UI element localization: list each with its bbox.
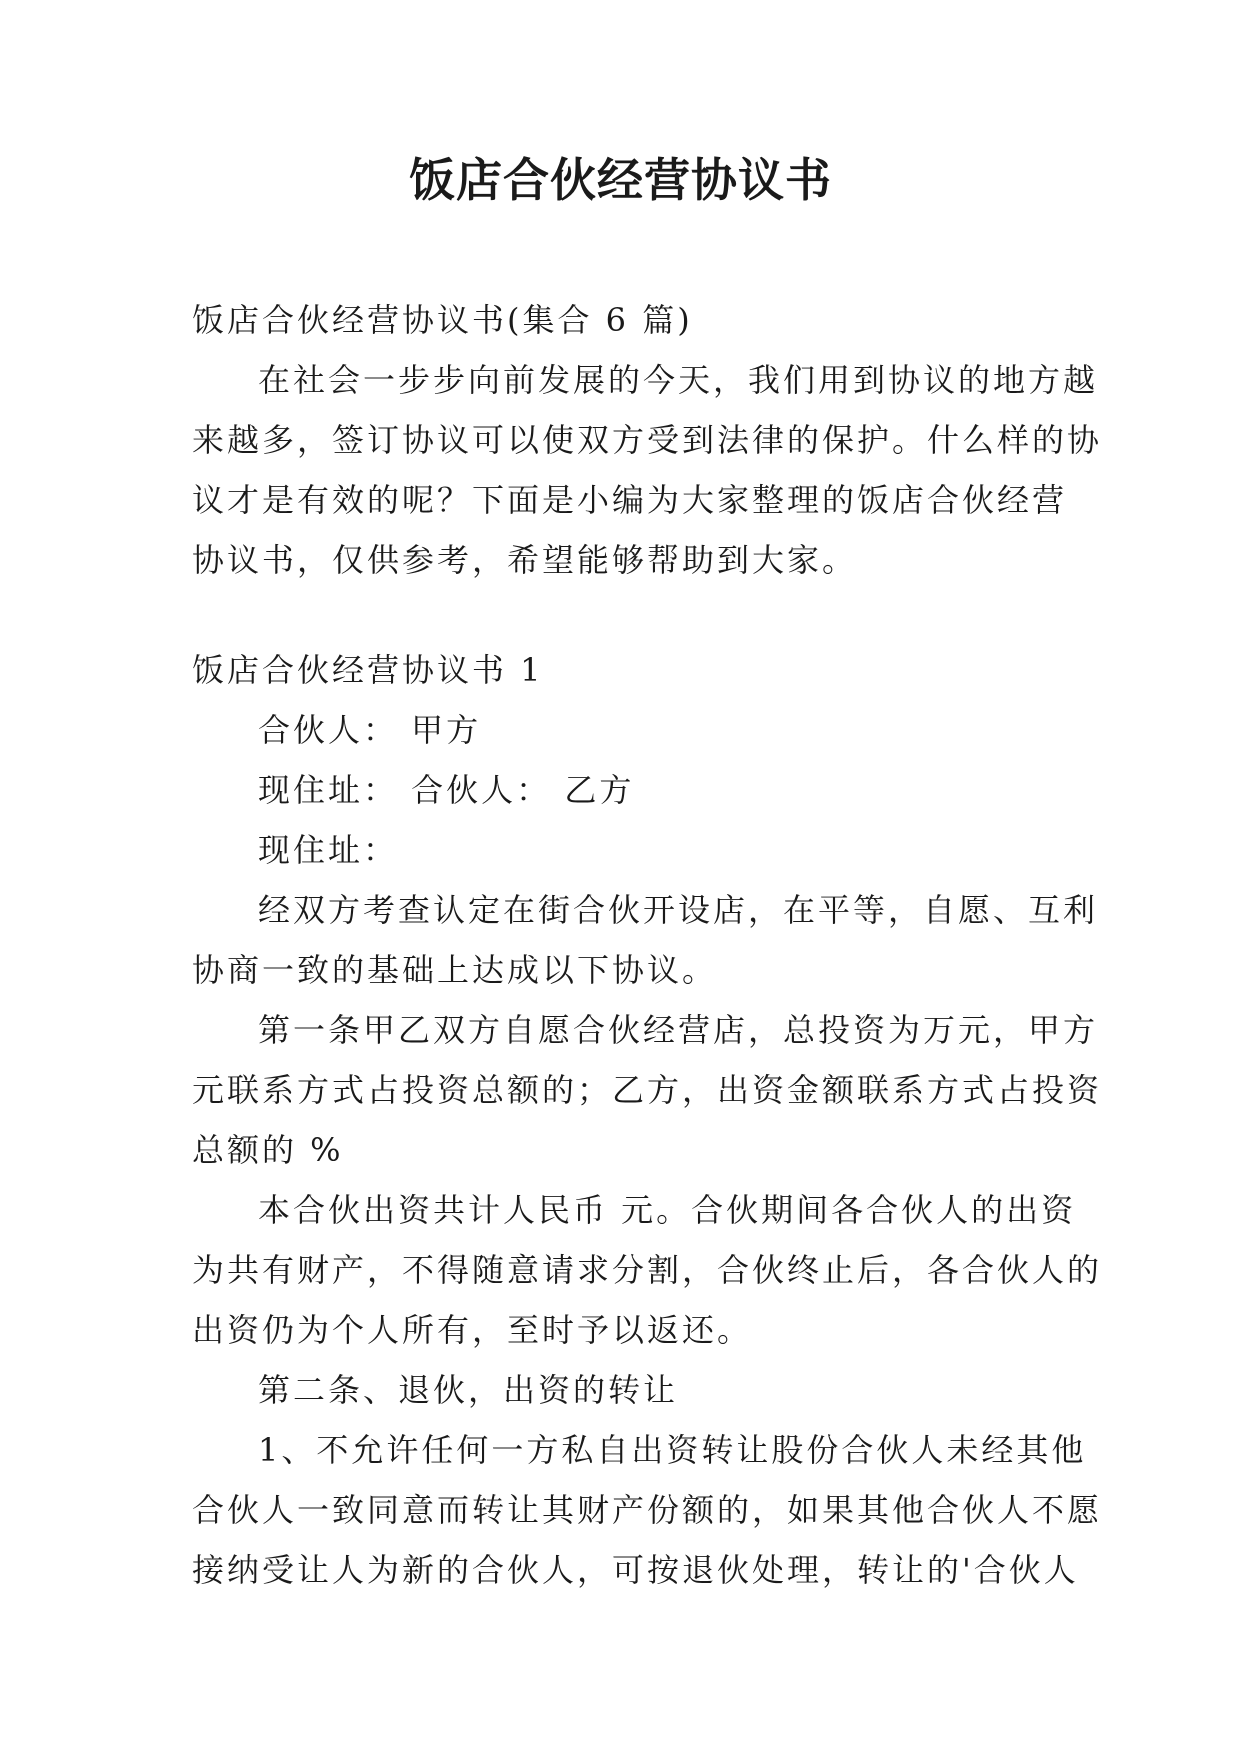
- paragraph-line: 第一条甲乙双方自愿合伙经营店，总投资为万元，甲方: [258, 1011, 1099, 1049]
- paragraph-line: 1、不允许任何一方私自出资转让股份合伙人未经其他: [258, 1431, 1087, 1469]
- paragraph-line: 合伙人： 甲方: [258, 711, 482, 749]
- paragraph-line: 本合伙出资共计人民币 元。合伙期间各合伙人的出资: [258, 1191, 1077, 1229]
- section-heading: 饭店合伙经营协议书 1: [192, 651, 544, 689]
- collection-heading: 饭店合伙经营协议书(集合 6 篇): [192, 301, 693, 339]
- paragraph-line: 在社会一步步向前发展的今天，我们用到协议的地方越: [258, 361, 1099, 399]
- paragraph-line: 元联系方式占投资总额的；乙方，出资金额联系方式占投资: [192, 1071, 1103, 1109]
- paragraph-line: 经双方考查认定在街合伙开设店，在平等，自愿、互利: [258, 891, 1099, 929]
- paragraph-line: 来越多，签订协议可以使双方受到法律的保护。什么样的协: [192, 421, 1103, 459]
- article-heading: 第二条、退伙，出资的转让: [258, 1371, 679, 1409]
- section-gap: [192, 590, 1052, 640]
- paragraph-line: 议才是有效的呢？下面是小编为大家整理的饭店合伙经营: [192, 481, 1068, 519]
- paragraph-line: 接纳受让人为新的合伙人，可按退伙处理，转让的'合伙人: [192, 1551, 1079, 1589]
- document-body: [192, 290, 1103, 1600]
- paragraph-line: 协商一致的基础上达成以下协议。: [192, 951, 718, 989]
- paragraph-line: 协议书，仅供参考，希望能够帮助到大家。: [192, 541, 858, 579]
- paragraph-line: 总额的 %: [192, 1131, 344, 1169]
- paragraph-line: 现住址： 合伙人： 乙方: [258, 771, 635, 809]
- document-title: 饭店合伙经营协议书: [409, 153, 832, 207]
- paragraph-line: 为共有财产，不得随意请求分割，合伙终止后，各合伙人的: [192, 1251, 1103, 1289]
- paragraph-line: 出资仍为个人所有，至时予以返还。: [192, 1311, 753, 1349]
- paragraph-line: 合伙人一致同意而转让其财产份额的，如果其他合伙人不愿: [192, 1491, 1103, 1529]
- paragraph-line: 现住址：: [258, 831, 399, 869]
